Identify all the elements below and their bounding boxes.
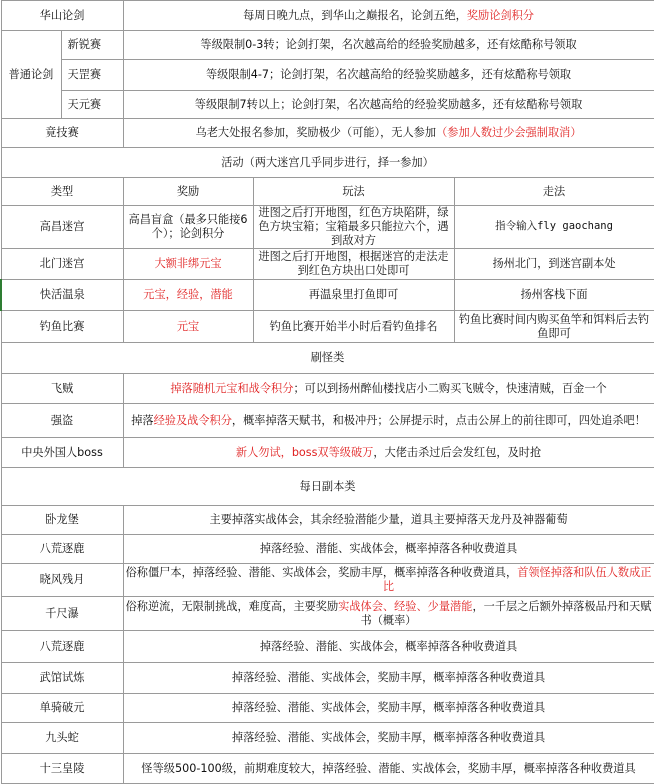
activity-row-beimen bbox=[1, 249, 654, 280]
cell-xiaofeng-desc: 俗称僵尸本，掉落经验、潜能、实战体会，奖励丰厚，概率掉落各种收费道具，首领怪掉落和队伍人数成正比 bbox=[123, 564, 654, 597]
cell-beimen-play: 进图之后打开地图，根据迷宫的走法走到红色方块出口处即可 bbox=[253, 249, 454, 280]
cell-jingji-name: 竟技赛 bbox=[1, 119, 123, 148]
section-activity-title: 活动（两大迷宫几乎同步进行，择一参加） bbox=[1, 148, 654, 178]
cell-boss-desc: 新人勿试，boss双等级破万，大佬击杀过后会发红包，及时抢 bbox=[123, 438, 654, 468]
cell-xiaofeng-name: 晓风残月 bbox=[1, 564, 123, 597]
monster-row-feizei bbox=[1, 374, 654, 404]
row-xinrui bbox=[1, 31, 654, 60]
dungeon-row-danqi bbox=[1, 694, 654, 723]
cell-diaoyu-reward: 元宝 bbox=[123, 311, 253, 343]
cell-xinrui-name: 新锐赛 bbox=[61, 31, 123, 60]
cell-wenquan-reward: 元宝，经验，潜能 bbox=[123, 280, 253, 311]
cell-huashan-desc: 每周日晚九点，到华山之巅报名，论剑五绝，奖励论剑积分 bbox=[123, 1, 654, 31]
cell-bahuang-1-desc: 掉落经验、潜能、实战体会，概率掉落各种收费道具 bbox=[123, 535, 654, 564]
header-route: 走法 bbox=[454, 178, 654, 206]
cell-tianyuan-desc: 等级限制7转以上；论剑打架，名次越高给的经验奖励越多，还有炫酷称号领取 bbox=[123, 91, 654, 119]
cell-jiutoushe-desc: 掉落经验、潜能、实战体会，奖励丰厚，概率掉落各种收费道具 bbox=[123, 723, 654, 754]
cell-feizei-desc: 掉落随机元宝和战令积分；可以到扬州醉仙楼找店小二购买飞贼令，快速清贼，百金一个 bbox=[123, 374, 654, 404]
cell-gaochang-reward: 高昌盲盒（最多只能接6个）；论剑积分 bbox=[123, 206, 253, 249]
cell-danqi-desc: 掉落经验、潜能、实战体会，奖励丰厚，概率掉落各种收费道具 bbox=[123, 694, 654, 723]
activity-row-gaochang bbox=[1, 206, 654, 249]
cell-jiutoushe-name: 九头蛇 bbox=[1, 723, 123, 754]
dungeon-row-bahuang-1 bbox=[1, 535, 654, 564]
cell-boss-name: 中央外国人boss bbox=[1, 438, 123, 468]
cell-wolongbao-desc: 主要掉落实战体会，其余经验潜能少量，道具主要掉落天龙丹及神器葡萄 bbox=[123, 506, 654, 535]
cell-putong-name: 普通论剑 bbox=[1, 31, 61, 119]
cell-beimen-reward: 大额非绑元宝 bbox=[123, 249, 253, 280]
cell-tiangang-name: 天罡赛 bbox=[61, 60, 123, 91]
row-tiangang bbox=[1, 60, 654, 91]
cell-huashan-name: 华山论剑 bbox=[1, 1, 123, 31]
cell-qianchipu-name: 千尺瀑 bbox=[1, 597, 123, 631]
dungeon-row-shisan bbox=[1, 754, 654, 784]
cell-wenquan-type: 快活温泉 bbox=[1, 280, 123, 311]
activity-header-row bbox=[1, 178, 654, 206]
section-dungeons-title: 每日副本类 bbox=[1, 468, 654, 506]
row-huashan bbox=[1, 1, 654, 31]
header-type: 类型 bbox=[1, 178, 123, 206]
cell-danqi-name: 单骑破元 bbox=[1, 694, 123, 723]
section-dungeons bbox=[1, 468, 654, 506]
section-monsters bbox=[1, 343, 654, 374]
cell-shisan-desc: 怪等级500-100级，前期难度较大，掉落经验、潜能、实战体会，奖励丰厚，概率掉落各种收费道具 bbox=[123, 754, 654, 784]
cell-tianyuan-name: 天元赛 bbox=[61, 91, 123, 119]
cell-wolongbao-name: 卧龙堡 bbox=[1, 506, 123, 535]
cell-xinrui-desc: 等级限制0-3转；论剑打架，名次越高给的经验奖励越多，还有炫酷称号领取 bbox=[123, 31, 654, 60]
dungeon-row-qianchipu bbox=[1, 597, 654, 631]
cell-beimen-type: 北门迷宫 bbox=[1, 249, 123, 280]
monster-row-qiangdao bbox=[1, 404, 654, 438]
cell-diaoyu-type: 钓鱼比赛 bbox=[1, 311, 123, 343]
cell-gaochang-route: 指令输入fly gaochang bbox=[454, 206, 654, 249]
monster-row-boss bbox=[1, 438, 654, 468]
activity-row-wenquan bbox=[1, 280, 654, 311]
cell-bahuang-2-desc: 掉落经验、潜能、实战体会，概率掉落各种收费道具 bbox=[123, 631, 654, 663]
cell-beimen-route: 扬州北门，到迷宫副本处 bbox=[454, 249, 654, 280]
dungeon-row-jiutoushe bbox=[1, 723, 654, 754]
header-play: 玩法 bbox=[253, 178, 454, 206]
cell-gaochang-type: 高昌迷宫 bbox=[1, 206, 123, 249]
section-activity bbox=[1, 148, 654, 178]
row-jingji bbox=[1, 119, 654, 148]
row-tianyuan bbox=[1, 91, 654, 119]
cell-qiangdao-name: 强盗 bbox=[1, 404, 123, 438]
cell-wuguan-name: 武馆试炼 bbox=[1, 663, 123, 694]
cell-tiangang-desc: 等级限制4-7；论剑打架，名次越高给的经验奖励越多，还有炫酷称号领取 bbox=[123, 60, 654, 91]
cell-wenquan-play: 再温泉里打鱼即可 bbox=[253, 280, 454, 311]
dungeon-row-bahuang-2 bbox=[1, 631, 654, 663]
cell-bahuang-1-name: 八荒逐鹿 bbox=[1, 535, 123, 564]
cell-wenquan-route: 扬州客栈下面 bbox=[454, 280, 654, 311]
activity-row-diaoyu bbox=[1, 311, 654, 343]
cell-jingji-desc: 乌老大处报名参加，奖励极少（可能），无人参加（参加人数过少会强制取消） bbox=[123, 119, 654, 148]
section-monsters-title: 刷怪类 bbox=[1, 343, 654, 374]
cell-diaoyu-play: 钓鱼比赛开始半小时后看钓鱼排名 bbox=[253, 311, 454, 343]
dungeon-row-wuguan bbox=[1, 663, 654, 694]
cell-wuguan-desc: 掉落经验、潜能、实战体会，奖励丰厚，概率掉落各种收费道具 bbox=[123, 663, 654, 694]
cell-qiangdao-desc: 掉落经验及战令积分，概率掉落天赋书，和极冲丹；公屏提示时，点击公屏上的前往即可，四处追杀吧！ bbox=[123, 404, 654, 438]
cell-qianchipu-desc: 俗称逆流，无限制挑战，难度高，主要奖励实战体会、经验、少量潜能，一千层之后额外掉落极品丹和天赋书（概率） bbox=[123, 597, 654, 631]
cell-diaoyu-route: 钓鱼比赛时间内购买鱼竿和饵料后去钓鱼即可 bbox=[454, 311, 654, 343]
cell-shisan-name: 十三皇陵 bbox=[1, 754, 123, 784]
header-reward: 奖励 bbox=[123, 178, 253, 206]
dungeon-row-xiaofeng bbox=[1, 564, 654, 597]
cell-bahuang-2-name: 八荒逐鹿 bbox=[1, 631, 123, 663]
cell-gaochang-play: 进图之后打开地图，红色方块陷阱，绿色方块宝箱；宝箱最多只能拉六个，遇到敌对方 bbox=[253, 206, 454, 249]
cell-feizei-name: 飞贼 bbox=[1, 374, 123, 404]
dungeon-row-wolongbao bbox=[1, 506, 654, 535]
